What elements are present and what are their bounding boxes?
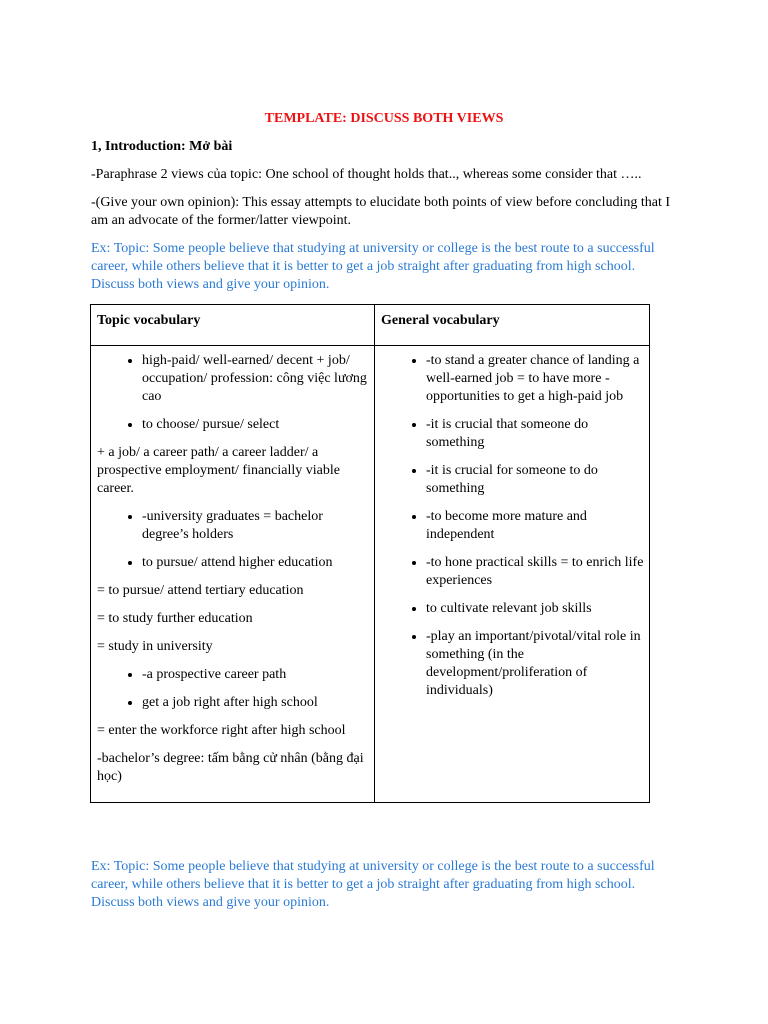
topic-line: = to pursue/ attend tertiary education bbox=[97, 583, 304, 598]
list-item: • to choose/ pursue/ select bbox=[142, 416, 368, 434]
list-item: • to pursue/ attend higher education bbox=[142, 554, 368, 572]
header-topic-vocabulary: Topic vocabulary bbox=[97, 313, 201, 328]
paraphrase-paragraph: -Paraphrase 2 views của topic: One school of thought holds that.., whereas some consider that ….. bbox=[91, 167, 642, 182]
table-header-row bbox=[91, 305, 650, 346]
topic-line: = to study further education bbox=[97, 611, 253, 626]
list-item: • -to become more mature and independent bbox=[426, 508, 645, 544]
topic-bullets-c bbox=[97, 666, 368, 712]
vocabulary-table bbox=[90, 304, 650, 803]
page-title: TEMPLATE: DISCUSS BOTH VIEWS bbox=[264, 111, 504, 126]
example-topic-2: Ex: Topic: Some people believe that studying at university or college is the best route to a successful career, while others believe that it is better to get a job straight after graduating from high school. Discuss both views and give your opinion. bbox=[91, 859, 655, 910]
list-item: • -a prospective career path bbox=[142, 666, 368, 684]
table-body-row bbox=[91, 346, 650, 803]
topic-line: -bachelor’s degree: tấm bằng cử nhân (bằng đại học) bbox=[97, 751, 364, 784]
example-topic-1: Ex: Topic: Some people believe that studying at university or college is the best route to a successful career, while others believe that it is better to get a job straight after graduating from high school. Discuss both views and give your opinion. bbox=[91, 241, 655, 292]
list-item: • to cultivate relevant job skills bbox=[426, 600, 645, 618]
intro-heading: 1, Introduction: Mở bài bbox=[91, 139, 233, 154]
list-item: • -it is crucial that someone do something bbox=[426, 416, 645, 452]
header-cell-topic bbox=[91, 305, 375, 346]
topic-vocabulary-cell bbox=[91, 346, 375, 803]
list-item: • -to hone practical skills = to enrich life experiences bbox=[426, 554, 645, 590]
topic-bullets-b bbox=[97, 508, 368, 572]
list-item: • -it is crucial for someone to do something bbox=[426, 462, 645, 498]
list-item: • -play an important/pivotal/vital role in something (in the development/proliferation of individuals) bbox=[426, 628, 645, 700]
list-item: • high-paid/ well-earned/ decent + job/ occupation/ profession: công việc lương cao bbox=[142, 352, 368, 406]
opinion-paragraph: -(Give your own opinion): This essay attempts to elucidate both points of view before concluding that I am an advocate of the former/latter viewpoint. bbox=[91, 195, 671, 228]
topic-line: + a job/ a career path/ a career ladder/ a prospective employment/ financially viable career. bbox=[97, 445, 340, 496]
topic-bullets-a bbox=[97, 352, 368, 434]
header-general-vocabulary: General vocabulary bbox=[381, 313, 500, 328]
list-item: • get a job right after high school bbox=[142, 694, 368, 712]
list-item: • -to stand a greater chance of landing a well-earned job = to have more - opportunities to get a high-paid job bbox=[426, 352, 645, 406]
general-vocabulary-cell bbox=[375, 346, 650, 803]
header-cell-general bbox=[375, 305, 650, 346]
general-bullets bbox=[381, 352, 645, 700]
topic-line: = enter the workforce right after high school bbox=[97, 723, 346, 738]
list-item: • -university graduates = bachelor degree’s holders bbox=[142, 508, 368, 544]
topic-line: = study in university bbox=[97, 639, 213, 654]
